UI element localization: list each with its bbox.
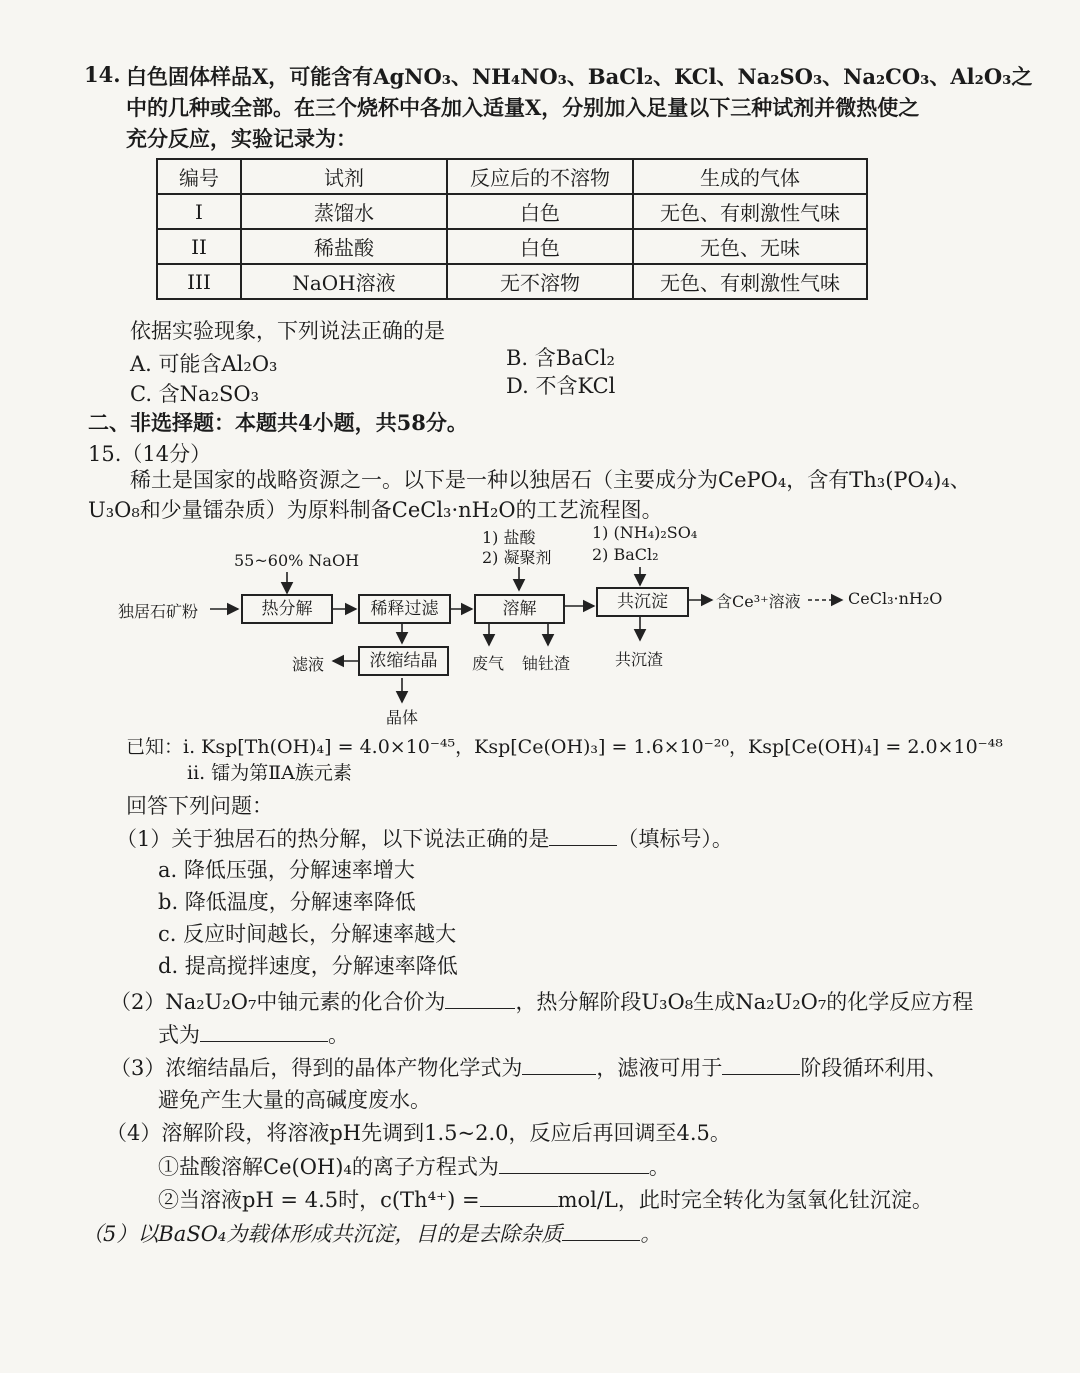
part-4-sub1-text: ①盐酸溶解Ce(OH)₄的离子方程式为 bbox=[158, 1155, 499, 1179]
flow-ce-solution: 含Ce³⁺溶液 bbox=[716, 592, 801, 611]
part-5 bbox=[82, 1220, 661, 1247]
known-condition-i: 已知：i. Ksp[Th(OH)₄] = 4.0×10⁻⁴⁵，Ksp[Ce(OH)₃] = 1.6×10⁻²⁰，Ksp[Ce(OH)₄] = 2.0×10⁻⁴⁸ bbox=[126, 736, 1003, 758]
flow-crystal: 晶体 bbox=[386, 708, 419, 727]
part-4-sub2-text-b: mol/L，此时完全转化为氢氧化钍沉淀。 bbox=[557, 1188, 933, 1212]
part-3-text-a: （3）浓缩结晶后，得到的晶体产物化学式为 bbox=[110, 1056, 523, 1080]
q15-intro-line1: 稀土是国家的战略资源之一。以下是一种以独居石（主要成分为CePO₄，含有Th₃(PO₄)₄、 bbox=[130, 468, 971, 492]
part-4-sub1 bbox=[158, 1153, 670, 1180]
table-cell: NaOH溶液 bbox=[241, 264, 447, 299]
table-cell: III bbox=[157, 264, 241, 299]
part-2-text-c: 式为 bbox=[158, 1023, 200, 1047]
part-2-line1 bbox=[110, 988, 973, 1015]
part-5-text: （5）以BaSO₄为载体形成共沉淀，目的是去除杂质 bbox=[82, 1222, 563, 1246]
flow-u-th-residue: 铀钍渣 bbox=[522, 654, 571, 673]
part-4-sub2 bbox=[158, 1186, 933, 1213]
part-4-intro: （4）溶解阶段，将溶液pH先调到1.5~2.0，反应后再回调至4.5。 bbox=[106, 1121, 731, 1145]
part-4-sub2-text-a: ②当溶液pH = 4.5时，c(Th⁴⁺) = bbox=[158, 1188, 480, 1212]
table-header-cell: 反应后的不溶物 bbox=[447, 159, 633, 194]
part-3-line1 bbox=[110, 1054, 947, 1081]
option-b: B. 含BaCl₂ bbox=[506, 346, 615, 370]
answer-prompt: 回答下列问题： bbox=[126, 794, 273, 818]
flow-box-dissolve: 溶解 bbox=[474, 594, 565, 624]
table-cell: 稀盐酸 bbox=[241, 229, 447, 264]
table-cell: 白色 bbox=[447, 229, 633, 264]
part-1-option-a: a. 降低压强，分解速率增大 bbox=[158, 858, 415, 882]
q14-number: 14. bbox=[84, 62, 121, 87]
part-1-tail: （填标号）。 bbox=[617, 827, 733, 851]
table-cell: 无色、无味 bbox=[633, 229, 867, 264]
table-cell: 无色、有刺激性气味 bbox=[633, 194, 867, 229]
part-1-option-c: c. 反应时间越长，分解速率越大 bbox=[158, 922, 457, 946]
part-2-text-b: ，热分解阶段U₃O₈生成Na₂U₂O₇的化学反应方程 bbox=[515, 990, 974, 1014]
part-3-text-b: ，滤液可用于 bbox=[596, 1056, 723, 1080]
part-1-answer-blank[interactable] bbox=[549, 825, 617, 846]
table-header-cell: 生成的气体 bbox=[633, 159, 867, 194]
option-c: C. 含Na₂SO₃ bbox=[130, 382, 260, 406]
table-cell: 无不溶物 bbox=[447, 264, 633, 299]
part-1-text: （1）关于独居石的热分解，以下说法正确的是 bbox=[116, 827, 550, 851]
part-2-equation-blank[interactable] bbox=[200, 1021, 328, 1042]
part-5-end: 。 bbox=[640, 1222, 662, 1246]
option-d: D. 不含KCl bbox=[506, 374, 616, 398]
part-3-stage-blank[interactable] bbox=[722, 1054, 800, 1075]
part-4-concentration-blank[interactable] bbox=[480, 1186, 558, 1207]
part-5-impurity-blank[interactable] bbox=[562, 1220, 640, 1241]
flow-reagent-bacl2: 2) BaCl₂ bbox=[592, 545, 659, 564]
flow-waste-gas: 废气 bbox=[472, 654, 505, 673]
section-2-heading: 二、非选择题：本题共4小题，共58分。 bbox=[88, 410, 468, 435]
flow-raw-material: 独居石矿粉 bbox=[118, 602, 199, 621]
part-2-line2 bbox=[158, 1021, 349, 1048]
q14-question: 依据实验现象，下列说法正确的是 bbox=[130, 319, 445, 343]
table-cell: 白色 bbox=[447, 194, 633, 229]
flow-product: CeCl₃·nH₂O bbox=[848, 589, 943, 608]
flow-reagent-hcl: 1) 盐酸 bbox=[482, 528, 536, 547]
table-cell: 无色、有刺激性气味 bbox=[633, 264, 867, 299]
flow-naoh-reagent: 55~60% NaOH bbox=[234, 551, 360, 570]
flow-reagent-ammonium-sulfate: 1) (NH₄)₂SO₄ bbox=[592, 523, 698, 542]
part-2-text-a: （2）Na₂U₂O₇中铀元素的化合价为 bbox=[110, 990, 446, 1014]
flow-box-thermal-decomposition: 热分解 bbox=[241, 594, 333, 624]
part-3-line2: 避免产生大量的高碱度废水。 bbox=[158, 1088, 431, 1112]
flow-box-coprecipitation: 共沉淀 bbox=[596, 587, 689, 617]
part-3-crystal-blank[interactable] bbox=[522, 1054, 596, 1075]
part-2-end: 。 bbox=[328, 1023, 349, 1047]
q14-stem-line2: 中的几种或全部。在三个烧杯中各加入适量X，分别加入足量以下三种试剂并微热使之 bbox=[126, 95, 920, 120]
table-header-cell: 试剂 bbox=[241, 159, 447, 194]
known-condition-ii: ii. 镭为第ⅡA族元素 bbox=[187, 762, 352, 784]
part-4-ionic-equation-blank[interactable] bbox=[499, 1153, 649, 1174]
table-cell: 蒸馏水 bbox=[241, 194, 447, 229]
part-1-question bbox=[116, 825, 733, 852]
part-1-option-b: b. 降低温度，分解速率降低 bbox=[158, 890, 416, 914]
part-1-option-d: d. 提高搅拌速度，分解速率降低 bbox=[158, 954, 458, 978]
q15-header: 15.（14分） bbox=[88, 442, 212, 466]
flow-filtrate: 滤液 bbox=[292, 655, 325, 674]
part-2-valence-blank[interactable] bbox=[445, 988, 515, 1009]
table-cell: I bbox=[157, 194, 241, 229]
flow-box-concentrate-crystallize: 浓缩结晶 bbox=[358, 646, 449, 676]
q14-stem-line1: 白色固体样品X，可能含有AgNO₃、NH₄NO₃、BaCl₂、KCl、Na₂SO₃、Na₂CO₃、Al₂O₃之 bbox=[126, 64, 1033, 89]
part-4-sub1-end: 。 bbox=[648, 1155, 670, 1179]
q15-intro-line2: U₃O₈和少量镭杂质）为原料制备CeCl₃·nH₂O的工艺流程图。 bbox=[88, 498, 663, 522]
q14-stem-line3: 充分反应，实验记录为： bbox=[126, 126, 357, 151]
flow-reagent-coagulant: 2) 凝聚剂 bbox=[482, 548, 552, 567]
option-a: A. 可能含Al₂O₃ bbox=[130, 352, 278, 376]
part-3-text-c: 阶段循环利用、 bbox=[800, 1056, 948, 1080]
table-cell: II bbox=[157, 229, 241, 264]
table-header-cell: 编号 bbox=[157, 159, 241, 194]
flow-coprecipitate-residue: 共沉渣 bbox=[615, 650, 664, 669]
flow-box-dilute-filter: 稀释过滤 bbox=[358, 594, 451, 624]
